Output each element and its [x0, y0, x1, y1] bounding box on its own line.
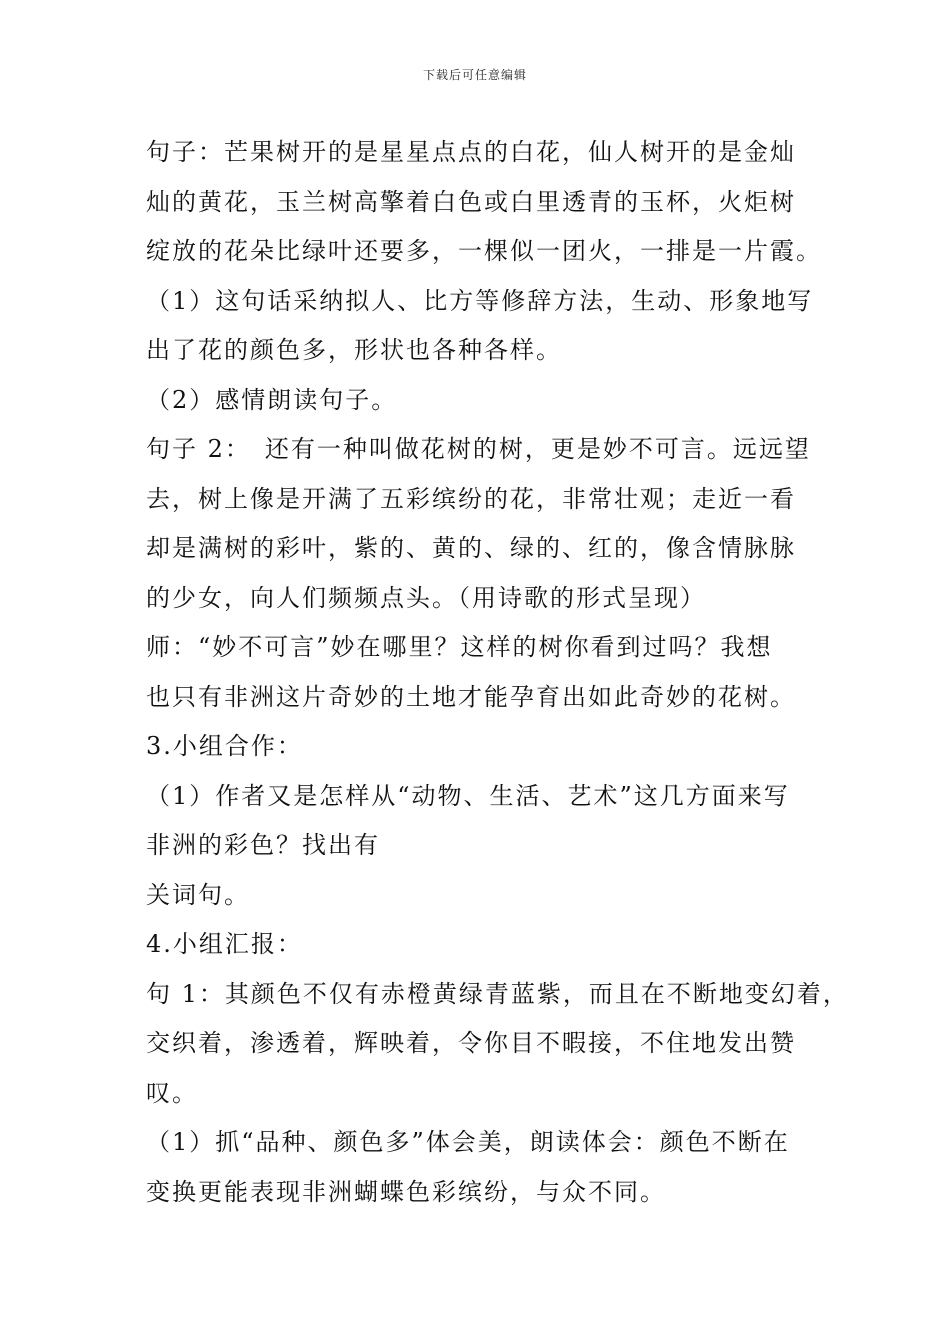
text-line: （2）感情朗读句子。 — [146, 385, 398, 414]
text-line: 4.小组汇报： — [146, 930, 303, 958]
text-line: （1）作者又是怎样从“动物、生活、艺术”这几方面来写 — [146, 781, 790, 810]
text-line: （1）这句话采纳拟人、比方等修辞方法，生动、形象地写 — [146, 286, 814, 315]
text-line: 出了花的颜色多，形状也各种各样。 — [146, 336, 562, 364]
text-line: 灿的黄花，玉兰树高擎着白色或白里透青的玉杯，火炬树 — [146, 187, 796, 216]
text-line: 关词句。 — [146, 880, 250, 909]
text-line: 句 1：其颜色不仅有赤橙黄绿青蓝紫，而且在不断地变幻着， — [146, 979, 849, 1008]
text-line: 的少女，向人们频频点头。（用诗歌的形式呈现） — [146, 583, 706, 612]
text-line: 也只有非洲这片奇妙的土地才能孕育出如此奇妙的花树。 — [146, 682, 796, 711]
text-line: 叹。 — [146, 1078, 198, 1107]
text-line: 3.小组合作： — [146, 732, 303, 760]
text-line: 变换更能表现非洲蝴蝶色彩缤纷，与众不同。 — [146, 1177, 666, 1206]
text-line: 绽放的花朵比绿叶还要多，一棵似一团火，一排是一片霞。 — [146, 237, 822, 265]
text-line: 交织着，渗透着，辉映着，令你目不暇接，不住地发出赞 — [146, 1029, 796, 1057]
page-header: 下载后可任意编辑 — [422, 68, 527, 82]
text-line: 师：“妙不可言”妙在哪里？这样的树你看到过吗？我想 — [146, 633, 773, 661]
text-line: 去，树上像是开满了五彩缤纷的花，非常壮观；走近一看 — [146, 484, 796, 513]
document-body — [146, 128, 849, 1217]
text-line: 却是满树的彩叶，紫的、黄的、绿的、红的，像含情脉脉 — [146, 534, 796, 562]
text-line: （1）抓“品种、颜色多”体会美，朗读体会：颜色不断在 — [146, 1128, 790, 1156]
text-line: 非洲的彩色？找出有 — [146, 831, 380, 859]
text-line: 句子 2： 还有一种叫做花树的树，更是妙不可言。远远望 — [146, 435, 811, 463]
text-line: 句子：芒果树开的是星星点点的白花，仙人树开的是金灿 — [146, 138, 796, 166]
